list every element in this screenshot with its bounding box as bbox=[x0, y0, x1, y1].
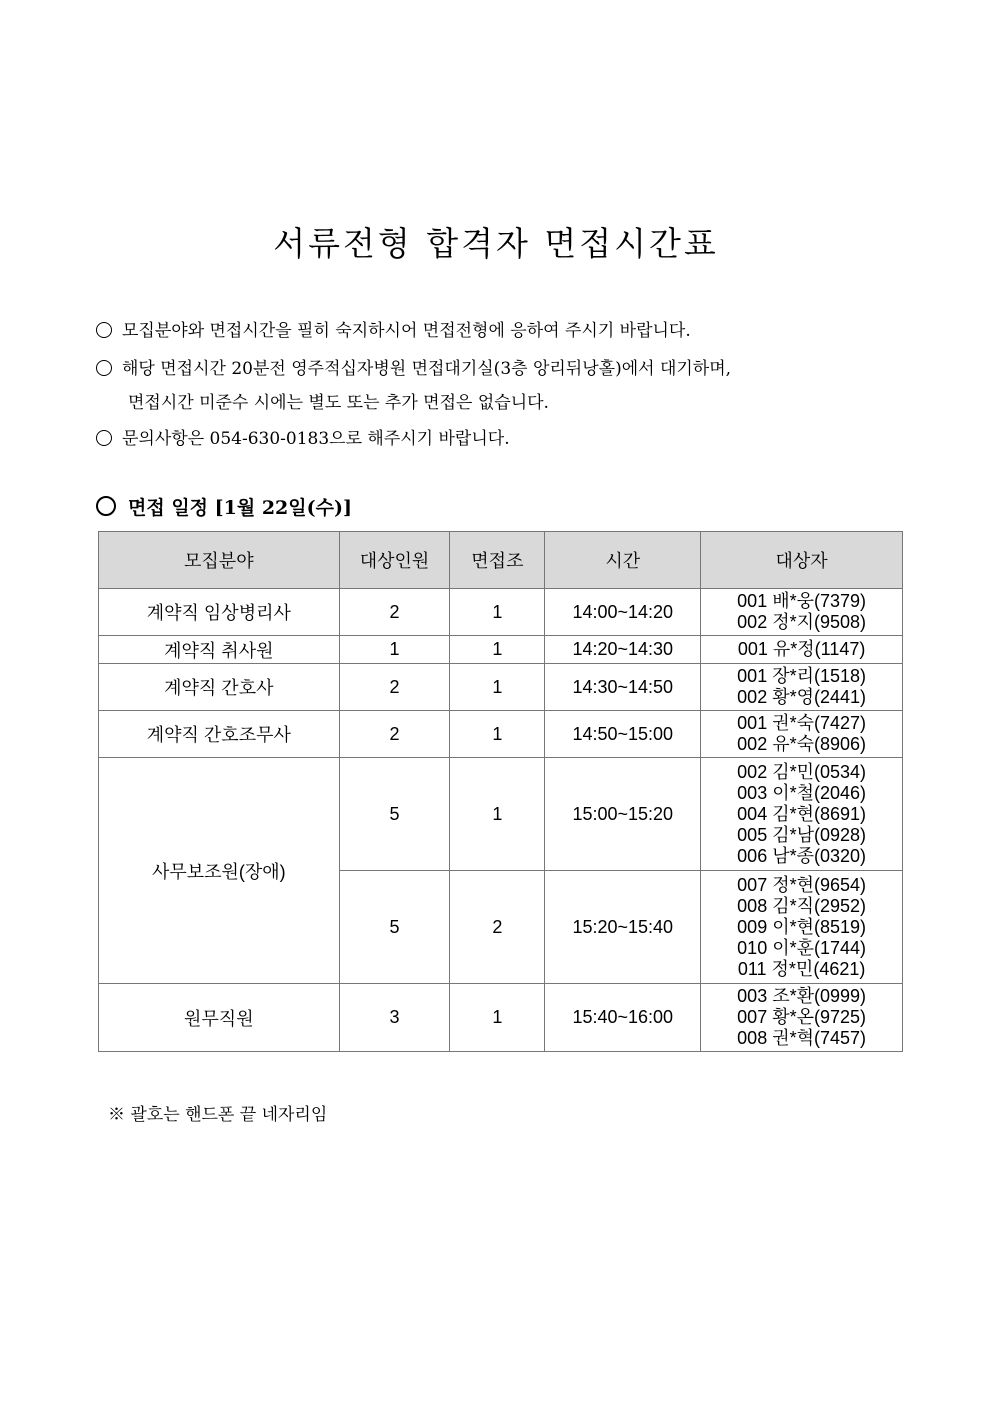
header-people: 대상자 bbox=[701, 532, 903, 589]
count-cell: 1 bbox=[339, 636, 450, 664]
person-entry: 001 배*웅(7379) bbox=[737, 591, 867, 611]
count-cell: 5 bbox=[339, 871, 450, 984]
notice-text: 모집분야와 면접시간을 필히 숙지하시어 면접전형에 응하여 주시기 바랍니다. bbox=[122, 321, 691, 341]
person-entry: 007 정*현(9654) bbox=[737, 874, 867, 895]
time-cell: 15:20~15:40 bbox=[545, 871, 701, 984]
notice-3 bbox=[96, 428, 510, 450]
person-entry: 008 김*직(2952) bbox=[737, 895, 867, 916]
field-cell: 원무직원 bbox=[99, 984, 340, 1052]
header-time: 시간 bbox=[545, 532, 701, 589]
people-cell bbox=[701, 664, 903, 711]
table-row bbox=[99, 984, 903, 1052]
person-entry: 003 이*철(2046) bbox=[737, 782, 867, 803]
people-cell bbox=[701, 984, 903, 1052]
count-cell: 2 bbox=[339, 664, 450, 711]
header-field: 모집분야 bbox=[99, 532, 340, 589]
group-cell: 1 bbox=[450, 589, 545, 636]
table-row bbox=[99, 758, 903, 871]
count-cell: 3 bbox=[339, 984, 450, 1052]
person-entry: 002 유*숙(8906) bbox=[737, 734, 867, 754]
count-cell: 2 bbox=[339, 589, 450, 636]
interview-schedule-table bbox=[98, 531, 903, 1052]
person-entry: 001 권*숙(7427) bbox=[737, 713, 867, 733]
person-entry: 002 김*민(0534) bbox=[737, 761, 867, 782]
person-entry: 005 김*남(0928) bbox=[737, 824, 867, 845]
header-group: 면접조 bbox=[450, 532, 545, 589]
person-entry: 009 이*현(8519) bbox=[737, 916, 867, 937]
notice-text: 문의사항은 054-630-0183으로 해주시기 바랍니다. bbox=[122, 429, 510, 449]
count-cell: 5 bbox=[339, 758, 450, 871]
field-cell: 계약직 임상병리사 bbox=[99, 589, 340, 636]
person-entry: 004 김*현(8691) bbox=[737, 803, 867, 824]
table-row bbox=[99, 589, 903, 636]
group-cell: 1 bbox=[450, 984, 545, 1052]
time-cell: 15:40~16:00 bbox=[545, 984, 701, 1052]
field-cell: 계약직 간호조무사 bbox=[99, 711, 340, 758]
table-header-row bbox=[99, 532, 903, 589]
section-title: 면접 일정 [1월 22일(수)] bbox=[128, 497, 352, 519]
person-entry: 010 이*훈(1744) bbox=[737, 937, 867, 958]
time-cell: 15:00~15:20 bbox=[545, 758, 701, 871]
group-cell: 1 bbox=[450, 664, 545, 711]
person-entry: 007 황*온(9725) bbox=[737, 1007, 867, 1027]
person-entry: 001 장*리(1518) bbox=[737, 666, 867, 686]
time-cell: 14:50~15:00 bbox=[545, 711, 701, 758]
people-cell bbox=[701, 871, 903, 984]
notice-1 bbox=[96, 320, 691, 342]
person-entry: 001 유*정(1147) bbox=[737, 639, 866, 659]
table-row bbox=[99, 636, 903, 664]
people-cell bbox=[701, 589, 903, 636]
footnote: ※ 괄호는 핸드폰 끝 네자리임 bbox=[108, 1105, 328, 1125]
person-entry: 003 조*환(0999) bbox=[737, 986, 867, 1006]
field-cell: 계약직 취사원 bbox=[99, 636, 340, 664]
time-cell: 14:20~14:30 bbox=[545, 636, 701, 664]
people-cell bbox=[701, 758, 903, 871]
circle-bullet-icon bbox=[96, 496, 116, 516]
notice-text: 해당 면접시간 20분전 영주적십자병원 면접대기실(3층 앙리뒤낭홀)에서 대기하며, bbox=[122, 359, 732, 379]
field-cell: 사무보조원(장애) bbox=[99, 758, 340, 984]
group-cell: 2 bbox=[450, 871, 545, 984]
table-row bbox=[99, 664, 903, 711]
field-cell: 계약직 간호사 bbox=[99, 664, 340, 711]
people-cell bbox=[701, 711, 903, 758]
circle-bullet-icon bbox=[96, 430, 112, 446]
header-count: 대상인원 bbox=[339, 532, 450, 589]
time-cell: 14:30~14:50 bbox=[545, 664, 701, 711]
notice-text: 면접시간 미준수 시에는 별도 또는 추가 면접은 없습니다. bbox=[128, 393, 549, 413]
person-entry: 006 남*종(0320) bbox=[737, 845, 867, 866]
time-cell: 14:00~14:20 bbox=[545, 589, 701, 636]
person-entry: 011 정*민(4621) bbox=[737, 958, 866, 979]
group-cell: 1 bbox=[450, 711, 545, 758]
page-title: 서류전형 합격자 면접시간표 bbox=[273, 224, 719, 263]
person-entry: 002 황*영(2441) bbox=[737, 687, 867, 707]
people-cell bbox=[701, 636, 903, 664]
person-entry: 002 정*지(9508) bbox=[737, 612, 867, 632]
group-cell: 1 bbox=[450, 636, 545, 664]
section-heading bbox=[96, 493, 352, 520]
notice-2 bbox=[96, 358, 906, 414]
table-row bbox=[99, 711, 903, 758]
circle-bullet-icon bbox=[96, 360, 112, 376]
count-cell: 2 bbox=[339, 711, 450, 758]
group-cell: 1 bbox=[450, 758, 545, 871]
person-entry: 008 권*혁(7457) bbox=[737, 1028, 867, 1048]
circle-bullet-icon bbox=[96, 322, 112, 338]
